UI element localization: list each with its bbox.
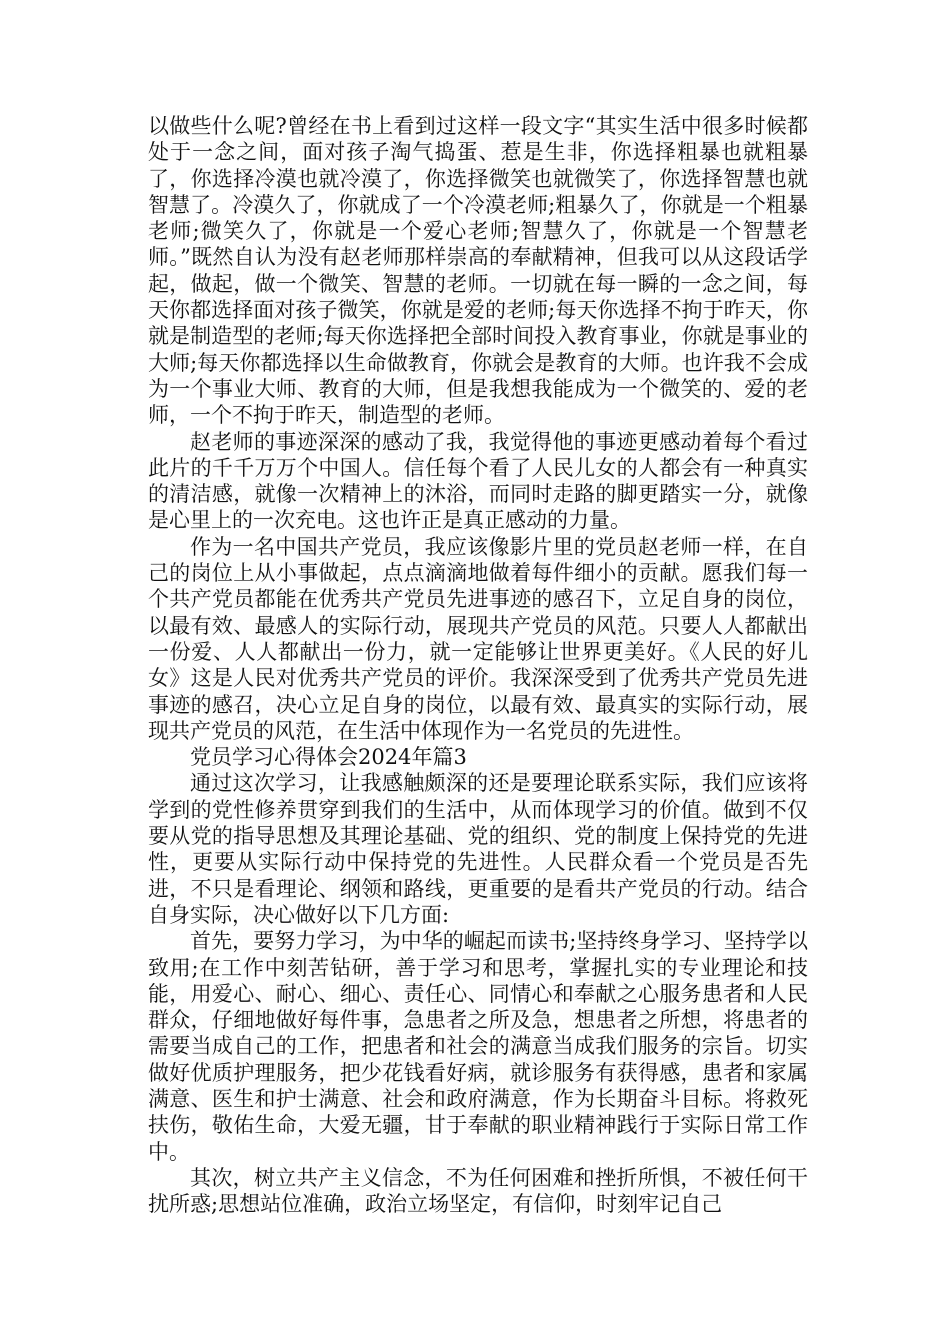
paragraph-1: 以做些什么呢?曾经在书上看到过这样一段文字“其实生活中很多时候都处于一念之间，面对孩子淘气捣蛋、惹是生非，你选择粗暴也就粗暴了，你选择冷漠也就冷漠了，你选择微笑也就微笑了，你选择智慧也就智慧了。冷漠久了，你就成了一个冷漠老师;粗暴久了，你就是一个粗暴老师;微笑久了，你就是一个爱心老师;智慧久了，你就是一个智慧老师。”既然自认为没有赵老师那样崇高的奉献精神，但我可以从这段话学起，做起，做一个微笑、智慧的老师。一切就在每一瞬的一念之间，每天你都选择面对孩子微笑，你就是爱的老师;每天你选择不拘于昨天，你就是制造型的老师;每天你选择把全部时间投入教育事业，你就是事业的大师;每天你都选择以生命做教育，你就会是教育的大师。也许我不会成为一个事业大师、教育的大师，但是我想我能成为一个微笑的、爱的老师，一个不拘于昨天，制造型的老师。 xyxy=(148,114,808,428)
paragraph-4: 通过这次学习，让我感触颇深的还是要理论联系实际，我们应该将学到的党性修养贯穿到我们的生活中，从而体现学习的价值。做到不仅要从党的指导思想及其理论基础、党的组织、党的制度上保持党的先进性，更要从实际行动中保持党的先进性。人民群众看一个党员是否先进，不只是看理论、纲领和路线，更重要的是看共产党员的行动。结合自身实际，决心做好以下几方面: xyxy=(148,771,808,927)
section-heading: 党员学习心得体会2024年篇3 xyxy=(190,745,467,770)
document-body xyxy=(148,113,808,1217)
paragraph-5: 首先，要努力学习，为中华的崛起而读书;坚持终身学习、坚持学以致用;在工作中刻苦钻研，善于学习和思考，掌握扎实的专业理论和技能，用爱心、耐心、细心、责任心、同情心和奉献之心服务患者和人民群众，仔细地做好每件事，急患者之所及急，想患者之所想，将患者的需要当成自己的工作，把患者和社会的满意当成我们服务的宗旨。切实做好优质护理服务，把少花钱看好病，就诊服务有获得感，患者和家属满意、医生和护士满意、社会和政府满意，作为长期奋斗目标。将救死扶伤，敬佑生命，大爱无疆，甘于奉献的职业精神践行于实际日常工作中。 xyxy=(148,929,808,1164)
paragraph-6: 其次，树立共产主义信念，不为任何困难和挫折所惧，不被任何干扰所惑;思想站位准确，政治立场坚定，有信仰，时刻牢记自己 xyxy=(148,1165,808,1217)
paragraph-2: 赵老师的事迹深深的感动了我，我觉得他的事迹更感动着每个看过此片的千千万万个中国人。信任每个看了人民儿女的人都会有一种真实的清洁感，就像一次精神上的沐浴，而同时走路的脚更踏实一分，就像是心里上的一次充电。这也许正是真正感动的力量。 xyxy=(148,429,808,533)
paragraph-3: 作为一名中国共产党员，我应该像影片里的党员赵老师一样，在自己的岗位上从小事做起，点点滴滴地做着每件细小的贡献。愿我们每一个共产党员都能在优秀共产党员先进事迹的感召下，立足自身的岗位，以最有效、最感人的实际行动，展现共产党员的风范。只要人人都献出一份爱、人人都献出一份力，就一定能够让世界更美好。《人民的好儿女》这是人民对优秀共产党员的评价。我深深受到了优秀共产党员先进事迹的感召，决心立足自身的岗位，以最有效、最真实的实际行动，展现共产党员的风范，在生活中体现作为一名党员的先进性。 xyxy=(148,534,808,743)
